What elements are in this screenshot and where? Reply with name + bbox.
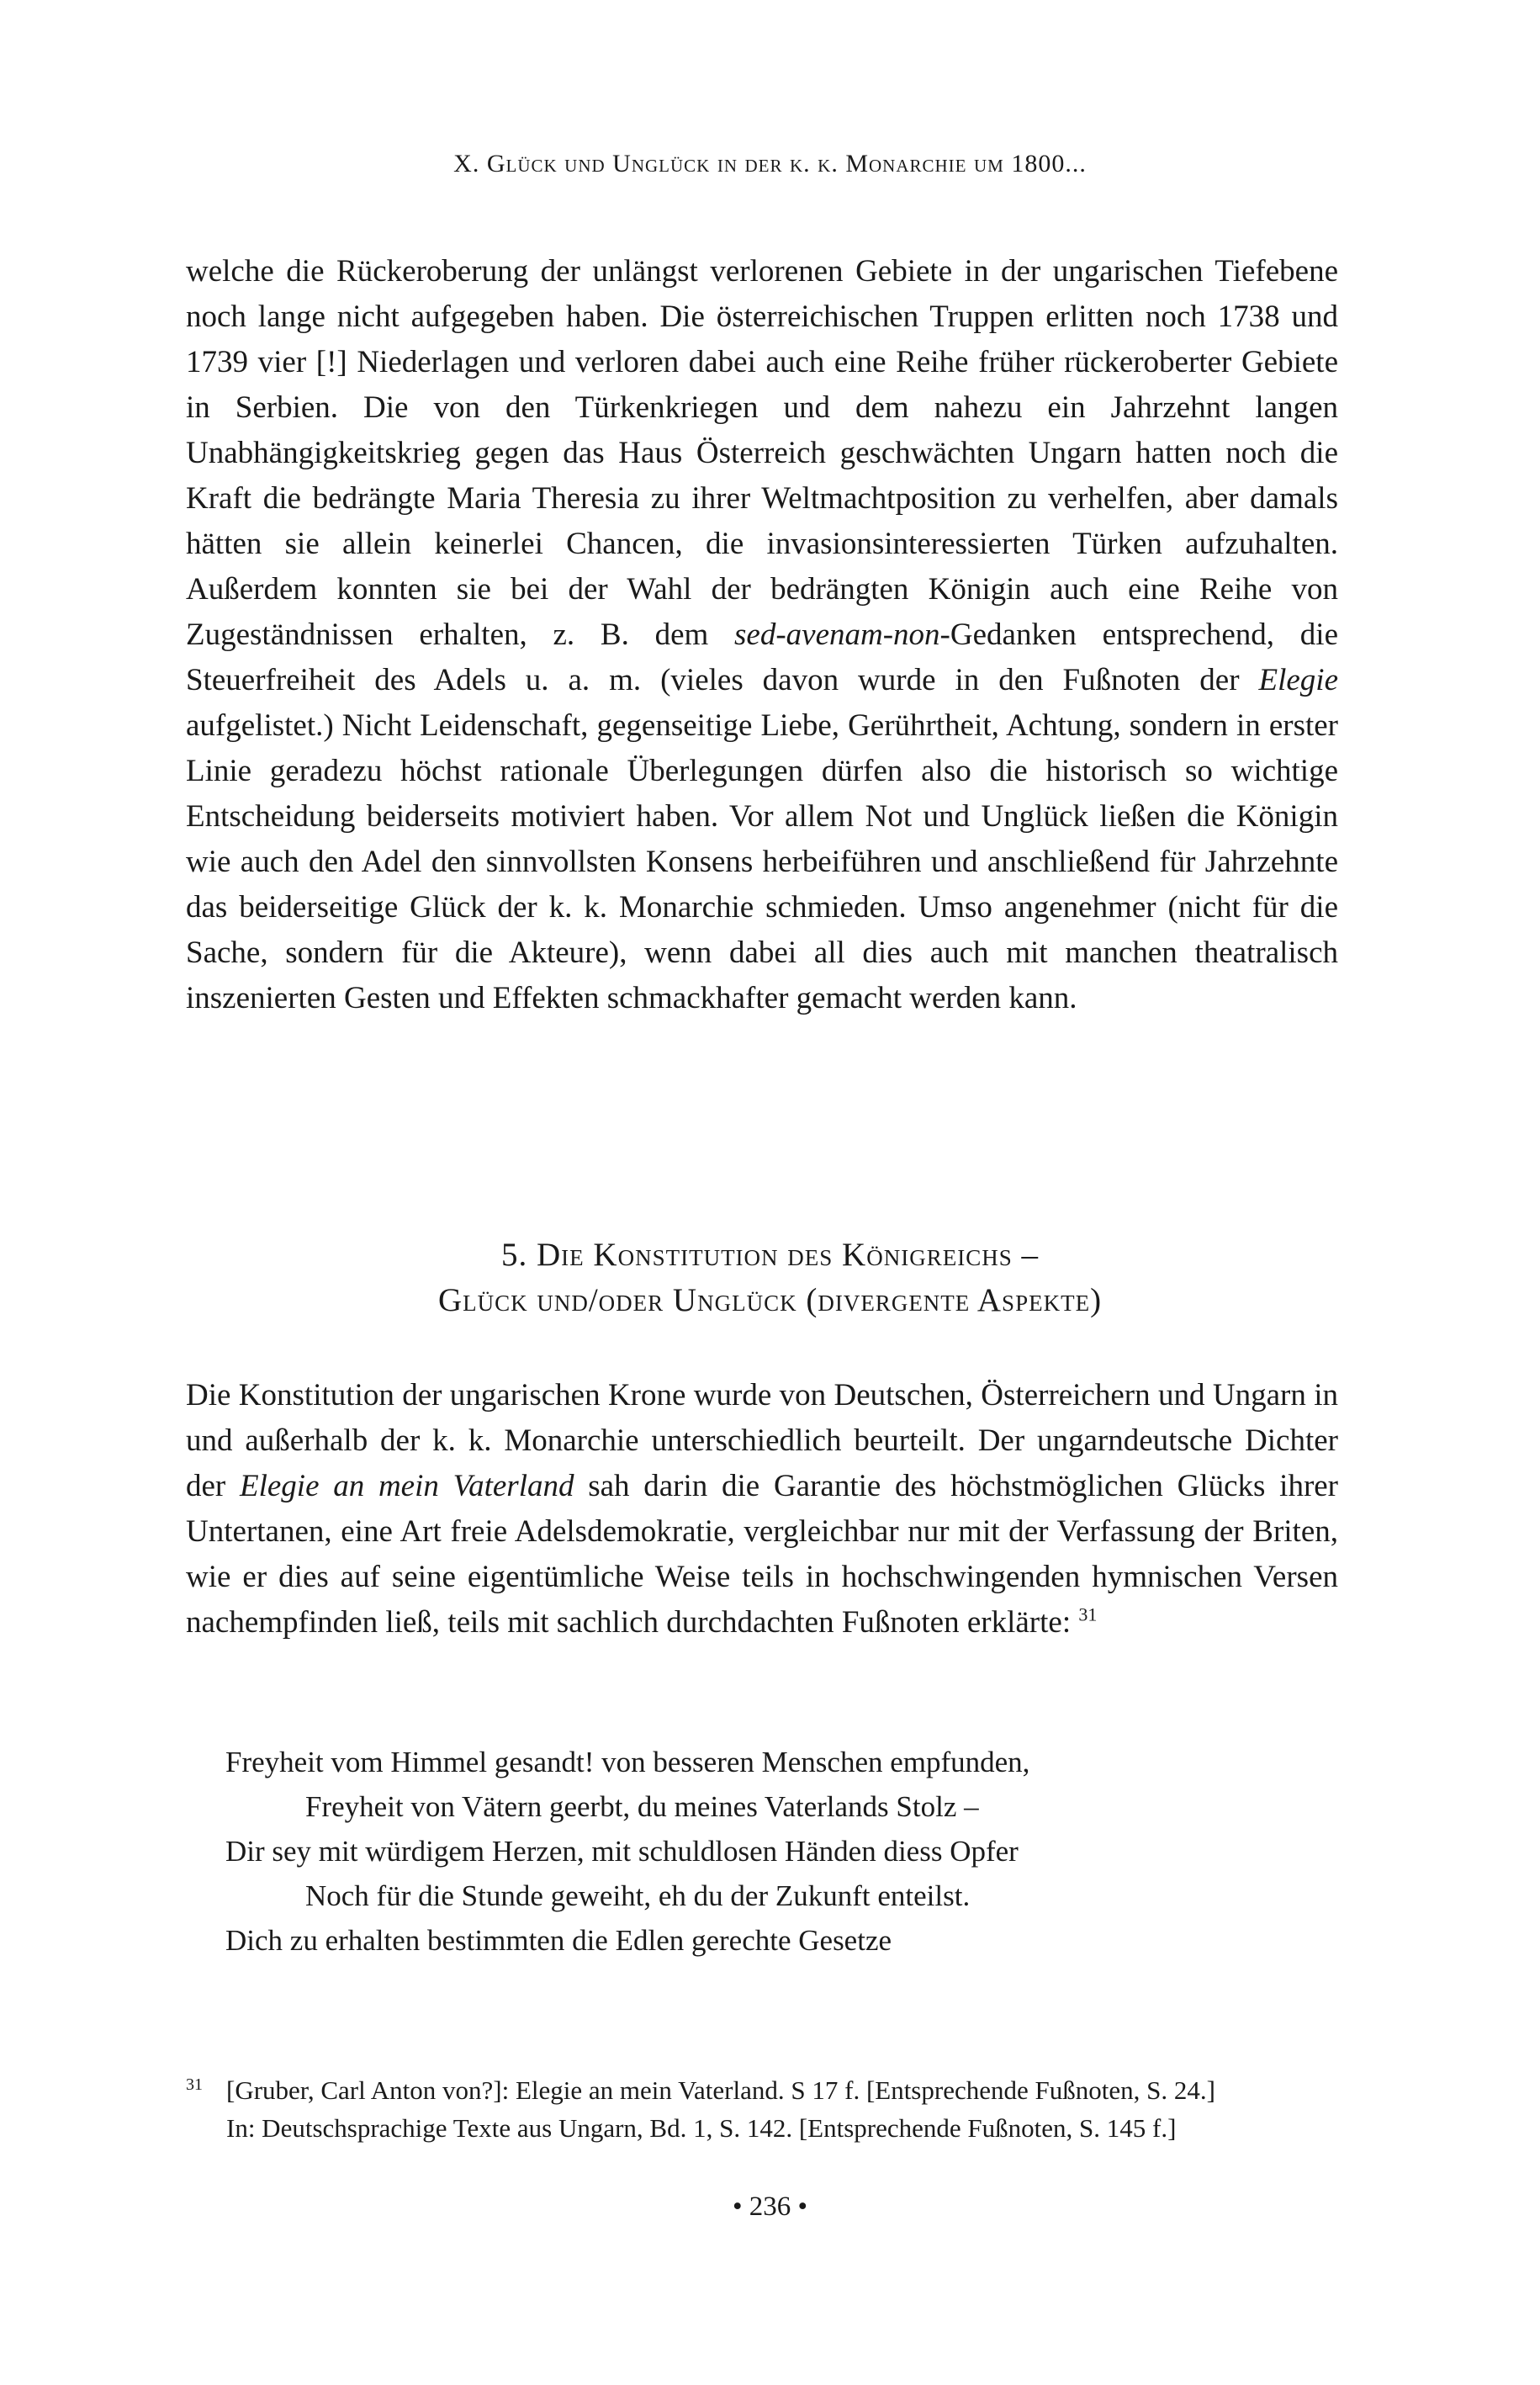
page-number: • 236 • (732, 2192, 808, 2222)
footnote-number: 31 (186, 2075, 203, 2094)
body-paragraph-2 (186, 1373, 1338, 1646)
footnote (186, 2071, 1347, 2147)
section-heading-line-1: 5. Die Konstitution des Königreichs – (501, 1237, 1039, 1273)
footnote-line-1: [Gruber, Carl Anton von?]: Elegie an mein Vaterland. S 17 f. [Entsprechende Fußnoten, S. 24.] (226, 2075, 1215, 2105)
poem-line-5: Dich zu erhalten bestimmten die Edlen gerechte Gesetze (225, 1924, 892, 1957)
para1-text-1: welche die Rückeroberung der unlängst verlorenen Gebiete in der ungarischen Tiefebene noch lange nicht aufgegeben haben. Die österreichischen Truppen erlitten noch 1738 und 1739 vier [!] Niederlagen und verloren dabei auch eine Reihe früher rückeroberter Gebiete in Serbien. Die von den Türkenkriegen und dem nahezu ein Jahrzehnt langen Unabhängigkeitskrieg gegen das Haus Österreich geschwächten Ungarn hatten noch die Kraft die bedrängte Maria Theresia zu ihrer Weltmachtposition zu verhelfen, aber damals hätten sie allein keinerlei Chancen, die invasionsinteressierten Türken aufzuhalten. Außerdem konnten sie bei der Wahl der bedrängten Königin auch eine Reihe von Zugeständnissen erhalten, z. B. dem (186, 254, 1338, 652)
para1-text-3: aufgelistet.) Nicht Leidenschaft, gegenseitige Liebe, Gerührtheit, Achtung, sondern in erster Linie geradezu höchst rationale Überlegungen dürfen also die historisch so wichtige Entscheidung beiderseits motiviert haben. Vor allem Not und Unglück ließen die Königin wie auch den Adel den sinnvollsten Konsens herbeiführen und anschließend für Jahrzehnte das beiderseitige Glück der k. k. Monarchie schmieden. Umso angenehmer (nicht für die Sache, sondern für die Akteure), wenn dabei all dies auch mit manchen theatralisch inszenierten Gesten und Effekten schmackhafter gemacht werden kann. (186, 708, 1338, 1015)
footnote-reference[interactable]: 31 (1078, 1603, 1098, 1625)
running-head: X. Glück und Unglück in der k. k. Monarchie um 1800... (453, 150, 1087, 178)
para2-text-1: Die Konstitution der ungarischen Krone wurde von Deutschen, Österreichern und Ungarn in und außerhalb der k. k. Monarchie unterschiedlich beurteilt. Der ungarndeutsche Dichter der (186, 1378, 1338, 1503)
para1-italic-sed-avenam: sed-avenam-non- (734, 617, 950, 652)
poem-line-2: Freyheit von Vätern geerbt, du meines Vaterlands Stolz – (305, 1790, 979, 1823)
poem-line-4: Noch für die Stunde geweiht, eh du der Zukunft enteilst. (305, 1879, 971, 1912)
poem-line-1: Freyheit vom Himmel gesandt! von besseren Menschen empfunden, (225, 1746, 1030, 1778)
section-heading-line-2: Glück und/oder Unglück (divergente Aspekte) (437, 1282, 1103, 1318)
poem-quote (225, 1740, 1319, 1963)
body-paragraph-1 (186, 249, 1338, 1021)
para2-text-2: sah darin die Garantie des höchstmöglichen Glücks ihrer Untertanen, eine Art freie Adelsdemokratie, vergleichbar nur mit der Verfassung der Briten, wie er dies auf seine eigentümliche Weise teils in hochschwingenden hymnischen Versen nachempfinden ließ, teils mit sachlich durchdachten Fußnoten erklärte: (186, 1469, 1339, 1640)
para1-italic-elegie: Elegie (1258, 663, 1338, 697)
para1-text-2: Gedanken entsprechend, die Steuerfreiheit des Adels u. a. m. (vieles davon wurde in den Fußnoten der (186, 617, 1338, 697)
footnote-line-2: In: Deutschsprachige Texte aus Ungarn, Bd. 1, S. 142. [Entsprechende Fußnoten, S. 145 f.] (226, 2113, 1177, 2143)
footnote-text (226, 2071, 1347, 2147)
poem-line-3: Dir sey mit würdigem Herzen, mit schuldlosen Händen diess Opfer (225, 1835, 1019, 1868)
para2-italic-elegie-title: Elegie an mein Vaterland (239, 1469, 574, 1503)
section-heading (0, 1232, 1540, 1323)
